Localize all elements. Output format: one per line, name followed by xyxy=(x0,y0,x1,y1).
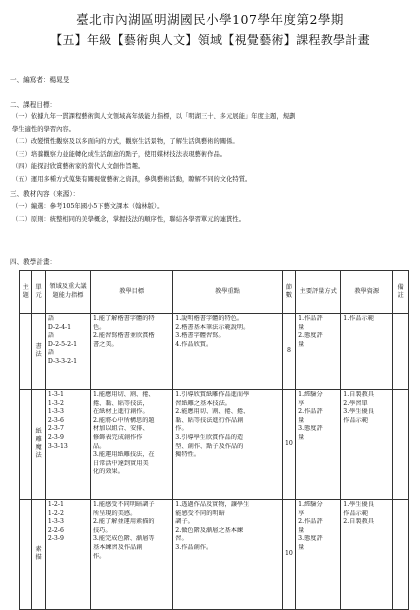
focus-cell: 1.引導欣賞紙雕作品進而學 習紙雕之基本技法。 2.能應用切、割、捲、捲、 黏、貼等技法進行作品創 作。 3.引導學生欣賞作品的造 型、創作、點子及作品的 獨特性。 xyxy=(173,390,282,500)
assessment-cell: 1.作品評 量 2.態度評 量 xyxy=(296,314,341,390)
header-periods: 節數 xyxy=(282,271,296,314)
document-subtitle: 【五】年級【藝術與人文】領域【視覺藝術】課程教學計畫 xyxy=(50,33,370,47)
assessment-cell: 1.經驗分 享 2.作品評 量 3.態度評 量 xyxy=(296,390,341,500)
objective-item: （三）培養觀察力並能轉化成生活創意的點子，使用媒材技法表現藝術作品。 xyxy=(12,150,227,158)
unit-cell: 書法 xyxy=(32,314,46,390)
notes-cell xyxy=(393,500,409,610)
goals-cell: 1.能感受不同明暗調子 所呈現的美感。 2.能了解並運用素描的 技巧。 3.能完成色階、漸層等 基本練習及作品創 作。 xyxy=(91,500,173,610)
focus-cell: 1.說明楷書字體的特色。 2.楷書基本筆法示範說明。 3.楷書字體習寫。 4.作品欣賞。 xyxy=(173,314,282,390)
header-theme: 主題 xyxy=(20,271,32,314)
indicators-cell: 1-3-1 1-3-2 1-3-3 2-3-6 2-3-7 2-3-9 3-3-13 xyxy=(45,390,90,500)
indicators-cell: 語 D-2-4-1 語 D-2-5-2-1 語 D-3-3-2-1 xyxy=(45,314,90,390)
teaching-plan-table xyxy=(19,270,409,610)
goals-cell: 1.能應用切、割、捲、 捲、黏、貼等技法， 在紙材上進行創作。 2.能將心中所構思的題 材加以組合、安排、 修飾表完成創作作 品。 3.能運用紙雕技法，在 日常活中達到實用美 化的效果。 xyxy=(91,390,173,500)
plan-heading: 四、教學計畫： xyxy=(10,258,57,266)
header-assessment: 主要評量方式 xyxy=(296,271,341,314)
goals-cell: 1.能了解楷書字體的特 色。 2.能習寫楷書並欣賞楷 書之美。 xyxy=(91,314,173,390)
indicators-cell: 1-2-1 1-2-2 1-3-3 2-2-6 2-3-9 xyxy=(45,500,90,610)
resources-cell: 1.學生優良 作品示範 2.自製教具 xyxy=(341,500,393,610)
theme-cell xyxy=(20,500,32,610)
header-focus: 教學重點 xyxy=(173,271,282,314)
content-item: （二）原則：統整相同的美學概念，掌握技法的順序性，聯結各學習單元的連貫性。 xyxy=(12,216,245,223)
periods-cell: 10 xyxy=(282,500,296,610)
periods-cell: 10 xyxy=(282,390,296,500)
document-title: 臺北市內湖區明湖國民小學107學年度第2學期 xyxy=(76,12,344,27)
objective-item: （四）能探討欣賞藝術家的當代人文創作旨趣。 xyxy=(12,163,145,170)
objective-item: （二）改變慣性觀察及以多面向的方式，觀察生活景物，了解生活與藝術的關係。 xyxy=(12,138,239,145)
objective-item: 學生適性的學習內容。 xyxy=(12,125,75,133)
header-notes: 備註 xyxy=(393,271,409,314)
objectives-heading-text: 二、課程目標： xyxy=(10,101,57,109)
header-goals: 教學目標 xyxy=(91,271,173,314)
header-resources: 教學資源 xyxy=(341,271,393,314)
periods-cell: 8 xyxy=(282,314,296,390)
theme-cell xyxy=(20,314,32,390)
content-heading: 三、教材內容（來源）： xyxy=(10,190,80,198)
focus-cell: 1.透過作品及實物，讓學生 能感受不同的明暗 調子。 2.做色階及漸層之基本練 習。 3.作品創作。 xyxy=(173,500,282,610)
objective-item: （五）運用多種方式蒐集有關視覺藝術之資訊，參與藝術活動，瞭解不同的文化特質。 xyxy=(12,175,252,183)
content-item: （一）編選：參考105年國小5下藝文課本（翰林版）。 xyxy=(12,203,164,210)
header-indicators: 領域及重大議題能力指標 xyxy=(45,271,90,314)
notes-cell xyxy=(393,314,409,390)
resources-cell: 1.自製教具 2.學習單 3.學生優良 作品示範 xyxy=(341,390,393,500)
assessment-cell: 1.經驗分 享 2.作品評 量 3.態度評 量 xyxy=(296,500,341,610)
theme-cell xyxy=(20,390,32,500)
table-header-row xyxy=(20,271,409,314)
editor-line: 一、編寫者：楊晁旻 xyxy=(10,76,70,84)
table-row xyxy=(20,500,409,610)
notes-cell xyxy=(393,390,409,500)
table-row xyxy=(20,314,409,390)
unit-cell: 素描 xyxy=(32,500,46,610)
unit-cell: 紙雕魔法 xyxy=(32,390,46,500)
resources-cell: 1.作品示範 xyxy=(341,314,393,390)
table-row xyxy=(20,390,409,500)
header-unit: 單元 xyxy=(32,271,46,314)
objective-item: （一）依據九年一貫課程藝術與人文領域高年級能力指標，以「明湖三十、多元展能」年度主題，規劃 xyxy=(12,113,296,120)
